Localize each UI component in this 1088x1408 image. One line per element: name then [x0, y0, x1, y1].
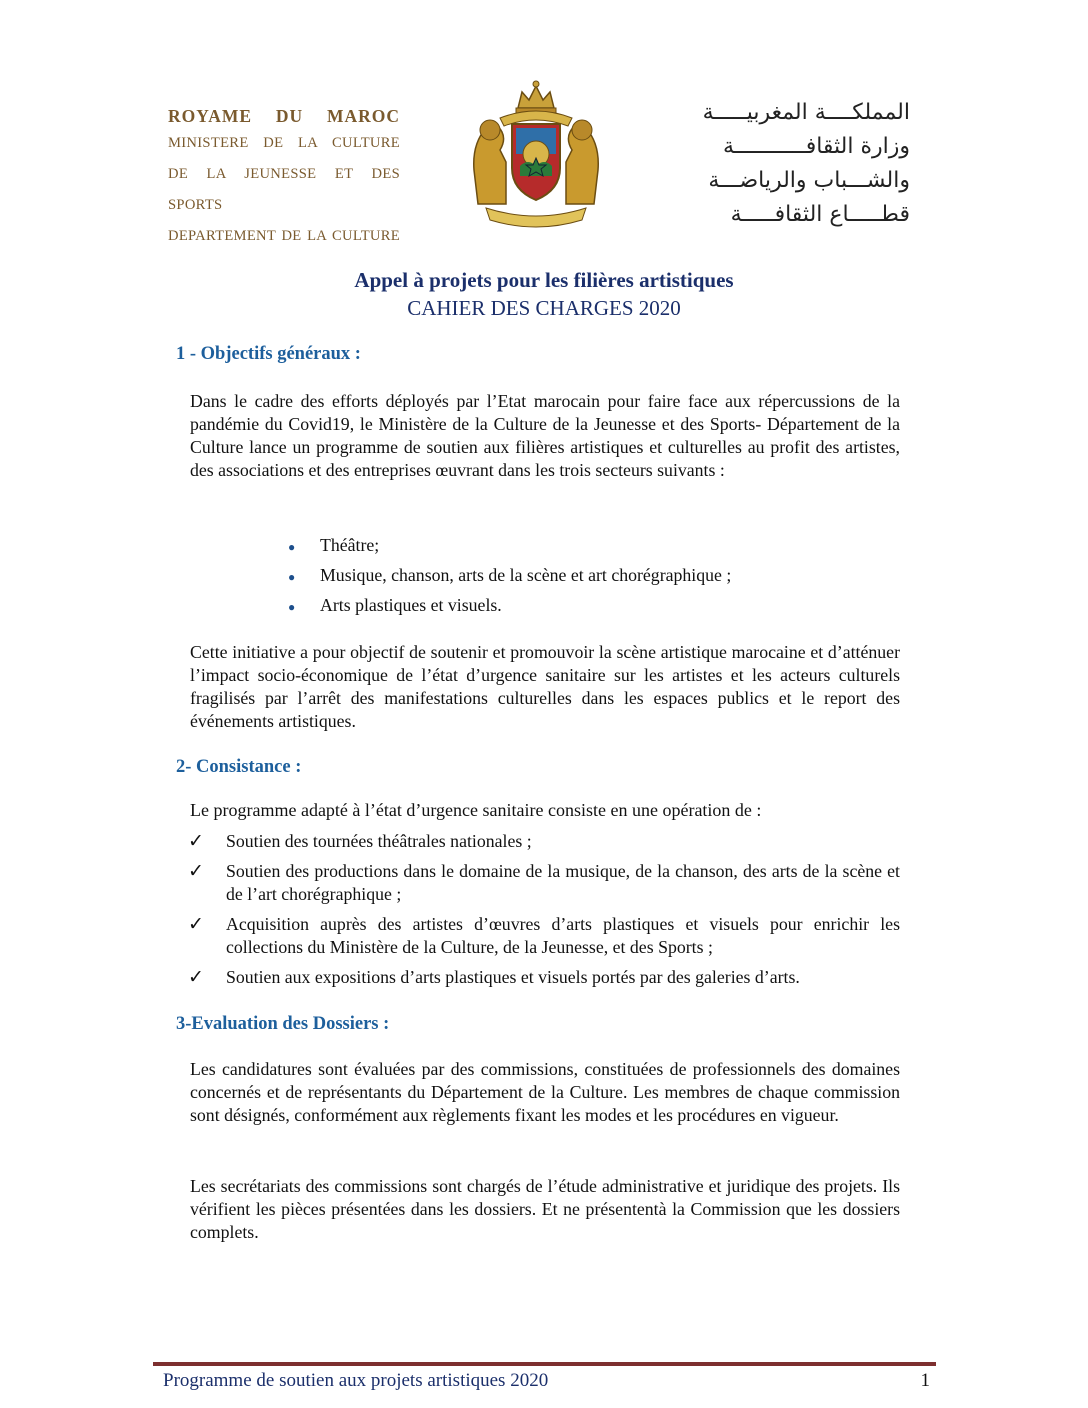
check-mark-icon: ✓: [188, 861, 204, 882]
section-2-intro: Le programme adapté à l’état d’urgence sanitaire consiste en une opération de :: [190, 800, 762, 820]
letterhead-fr-line-3: DE LA JEUNESSE ET DES SPORTS: [168, 166, 400, 213]
title-line-2: CAHIER DES CHARGES 2020: [407, 296, 681, 320]
sector-list: [288, 534, 731, 624]
title-line-1: Appel à projets pour les filières artistiques: [354, 268, 734, 292]
check-mark-icon: ✓: [188, 831, 204, 852]
bullet-dot-icon: ●: [288, 540, 296, 554]
footer-text: Programme de soutien aux projets artistiques 2020: [163, 1370, 549, 1391]
page-number: 1: [920, 1370, 930, 1391]
letterhead-ar-line-2: وزارة الثقافـــــــــــة: [723, 134, 910, 159]
letterhead-ar-line-3: والشـــباب والرياضـــة: [708, 168, 910, 193]
section-3-heading: 3-Evaluation des Dossiers :: [176, 1014, 390, 1034]
bullet-dot-icon: ●: [288, 570, 296, 584]
letterhead-fr-line-2: MINISTERE DE LA CULTURE: [168, 135, 400, 151]
section-1-paragraph-2: Cette initiative a pour objectif de soutenir et promouvoir la scène artistique marocaine et d’atténuer l’impact socio-économique de l’état d’urgence sanitaire sur les artistes et les acteurs culturels fragilisés par l’arrêt des manifestations culturelles dans les espaces publics et le report des événements artistiques.: [190, 642, 900, 731]
letterhead: [0, 0, 1088, 244]
section-1-heading: 1 - Objectifs généraux :: [176, 344, 361, 364]
section-3-paragraph-1: Les candidatures sont évaluées par des commissions, constituées de professionnels des domaines concernés et de représentants du Département de la Culture. Les membres de chaque commission sont désignés, conformément aux règlements fixant les modes et les procédures en vigueur.: [190, 1059, 900, 1125]
letterhead-arabic: [684, 96, 910, 232]
check-mark-icon: ✓: [188, 914, 204, 935]
letterhead-ar-line-4: قطـــــاع الثقافـــــة: [730, 202, 910, 227]
letterhead-french: [168, 104, 400, 252]
letterhead-fr-line-4: DEPARTEMENT DE LA CULTURE: [168, 228, 400, 244]
check-mark-icon: ✓: [188, 967, 204, 988]
bullet-dot-icon: ●: [288, 600, 296, 614]
letterhead-ar-line-1: المملكــــة المغربيـــــة: [702, 100, 910, 125]
list-item: ● Arts plastiques et visuels.: [288, 594, 731, 624]
section-1-paragraph-1: Dans le cadre des efforts déployés par l’Etat marocain pour faire face aux répercussions de la pandémie du Covid19, le Ministère de la Culture de la Jeunesse et des Sports- Département de la Culture lance un programme de soutien aux filières artistiques et culturelles au profit des artistes, des associations et des entreprises œuvrant dans les trois secteurs suivants :: [190, 391, 900, 480]
moroccan-coat-of-arms-icon: [456, 74, 616, 234]
list-item: ✓ Acquisition auprès des artistes d’œuvres d’arts plastiques et visuels pour enrichir les collections du Ministère de la Culture, de la Jeunesse, et des Sports ;: [188, 914, 900, 957]
section-3-paragraph-2: Les secrétariats des commissions sont chargés de l’étude administrative et juridique des projets. Ils vérifient les pièces présentées dans les dossiers. Et ne présententà la Commission que les dossiers complets.: [190, 1176, 900, 1242]
list-item: ✓ Soutien des productions dans le domaine de la musique, de la chanson, des arts de la scène et de l’art chorégraphique ;: [188, 861, 900, 904]
section-2-heading: 2- Consistance :: [176, 757, 302, 777]
document-title: [0, 266, 1088, 322]
list-item: ● Musique, chanson, arts de la scène et art chorégraphique ;: [288, 564, 731, 594]
list-item: ● Théâtre;: [288, 534, 731, 564]
operations-list: [188, 830, 900, 996]
footer-divider: [153, 1362, 936, 1366]
list-item: ✓ Soutien aux expositions d’arts plastiques et visuels portés par des galeries d’arts.: [188, 967, 800, 988]
letterhead-fr-line-1: ROYAME DU MAROC: [168, 106, 400, 126]
list-item: ✓ Soutien des tournées théâtrales nationales ;: [188, 831, 532, 852]
